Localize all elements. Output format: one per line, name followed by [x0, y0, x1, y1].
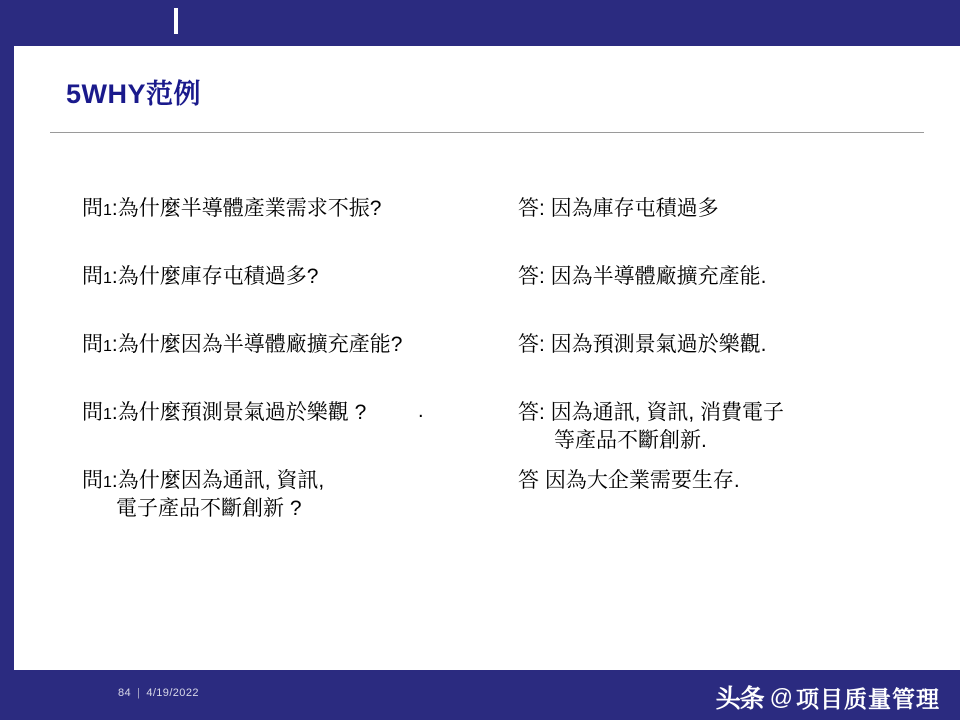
qa-row	[70, 263, 930, 297]
question-cell	[82, 399, 502, 427]
footer-page-info	[118, 687, 199, 699]
page-number: 84	[118, 687, 132, 699]
qa-list	[70, 195, 930, 535]
answer-text: 答: 因為預測景氣過於樂觀.	[518, 333, 767, 356]
watermark	[716, 679, 940, 715]
top-banner	[0, 0, 960, 46]
question-number: 1	[103, 338, 112, 355]
question-label: 問	[82, 401, 103, 424]
question-number: 1	[103, 406, 112, 423]
footer-date: 4/19/2022	[146, 687, 199, 699]
question-label: 問	[82, 265, 103, 288]
answer-cell	[518, 195, 928, 223]
top-banner-tick	[174, 8, 178, 34]
qa-row	[70, 399, 930, 453]
bottom-banner	[0, 670, 960, 720]
answer-cell	[518, 331, 928, 359]
question-cell	[82, 331, 502, 359]
answer-text: 答: 因為通訊, 資訊, 消費電子	[518, 401, 785, 424]
question-text: :為什麼預測景氣過於樂觀 ?	[111, 401, 367, 424]
question-label: 問	[82, 197, 103, 220]
question-cell	[82, 467, 502, 524]
answer-text: 答: 因為庫存屯積過多	[518, 197, 719, 220]
qa-row	[70, 467, 930, 521]
watermark-logo: 头条	[715, 685, 764, 713]
answer-text-continued: 等產品不斷創新.	[554, 429, 707, 453]
question-text-continued: 電子產品不斷創新 ?	[116, 497, 302, 521]
stray-period: .	[418, 400, 424, 422]
question-label: 問	[82, 469, 103, 492]
qa-row	[70, 195, 930, 229]
footer-separator: |	[137, 687, 141, 699]
question-text: :為什麼半導體產業需求不振?	[111, 197, 382, 220]
question-number: 1	[103, 202, 112, 219]
qa-row	[70, 331, 930, 365]
title-divider	[50, 132, 924, 133]
question-text: :為什麼因為半導體廠擴充產能?	[111, 333, 403, 356]
answer-text: 答: 因為半導體廠擴充產能.	[518, 265, 767, 288]
page-title: 5WHY范例	[66, 79, 202, 109]
question-number: 1	[103, 474, 112, 491]
question-label: 問	[82, 333, 103, 356]
question-cell	[82, 195, 502, 223]
question-text: :為什麼因為通訊, 資訊,	[111, 469, 325, 492]
answer-text: 答 因為大企業需要生存.	[518, 469, 740, 492]
question-number: 1	[103, 270, 112, 287]
answer-cell	[518, 467, 928, 495]
answer-cell	[518, 263, 928, 291]
question-text: :為什麼庫存屯積過多?	[111, 265, 319, 288]
watermark-at-icon: @	[769, 683, 793, 710]
watermark-account-name: 项目质量管理	[796, 685, 940, 712]
question-cell	[82, 263, 502, 291]
answer-cell	[518, 399, 928, 456]
